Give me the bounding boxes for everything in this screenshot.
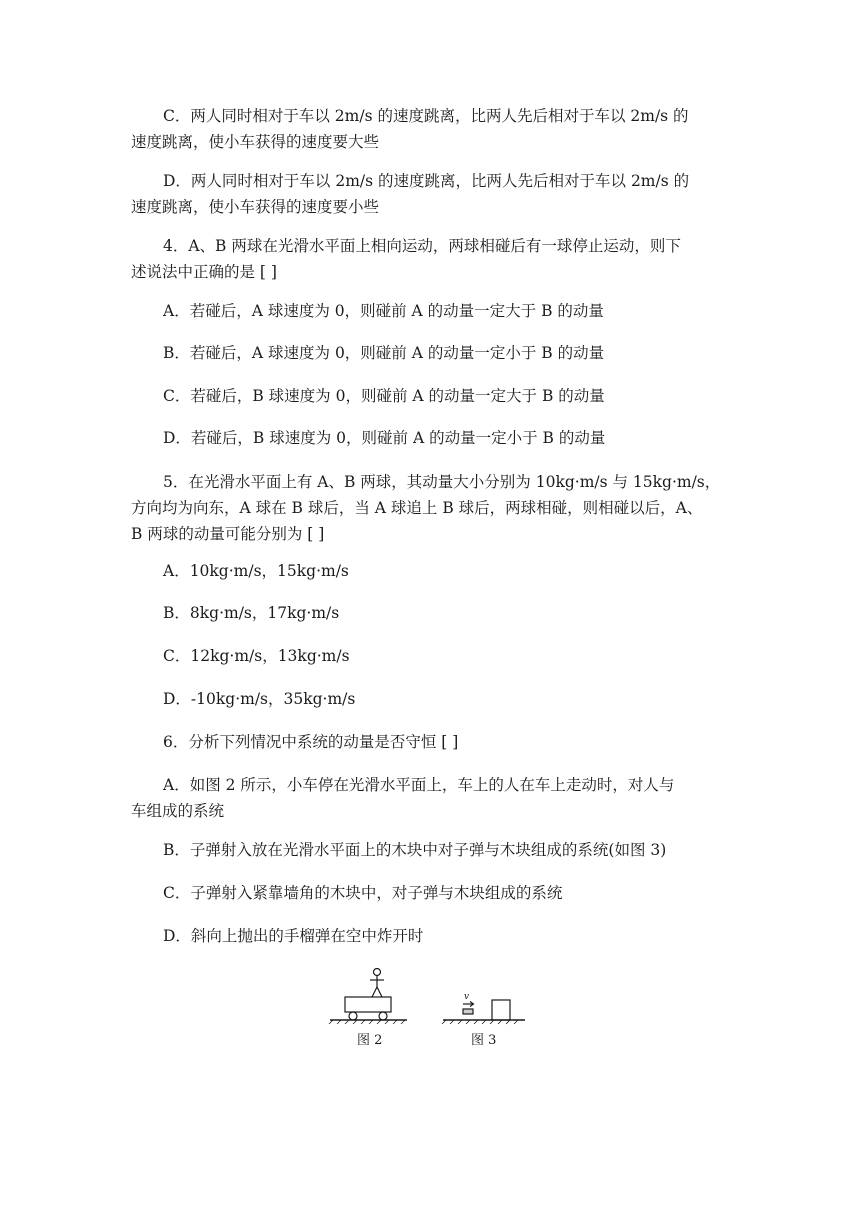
q5-option-a-text: A．10kg·m/s，15kg·m/s [163, 562, 349, 580]
q3-option-d-line1: D．两人同时相对于车以 2m/s 的速度跳离，比两人先后相对于车以 2m/s 的 [163, 172, 690, 190]
q5-stem-line3: B 两球的动量可能分别为 [ ] [131, 525, 325, 543]
person-head [374, 969, 381, 976]
q6-option-d-text: D．斜向上抛出的手榴弹在空中炸开时 [163, 927, 424, 945]
q3-option-c [131, 103, 731, 155]
q4-option-c [131, 383, 731, 409]
q5-option-b-text: B．8kg·m/s，17kg·m/s [163, 604, 340, 622]
q6-option-a-line1: A．如图 2 所示，小车停在光滑水平面上，车上的人在车上走动时，对人与 [163, 776, 675, 794]
q5-stem-line2: 方向均为向东，A 球在 B 球后，当 A 球追上 B 球后，两球相碰，则相碰以后，A、 [131, 499, 703, 517]
q3-option-c-line1: C．两人同时相对于车以 2m/s 的速度跳离，比两人先后相对于车以 2m/s 的 [163, 107, 689, 125]
q3-option-d [131, 168, 731, 220]
cart-wheel-right [379, 1012, 387, 1020]
bullet [463, 1009, 473, 1014]
q4-stem-line1: 4．A、B 两球在光滑水平面上相向运动，两球相碰后有一球停止运动，则下 [163, 237, 681, 255]
q4-stem [131, 233, 731, 285]
person-right-leg [377, 987, 382, 997]
q5-option-c [131, 643, 731, 669]
q5-option-b [131, 600, 731, 626]
q4-option-a-text: A．若碰后，A 球速度为 0，则碰前 A 的动量一定大于 B 的动量 [163, 302, 604, 320]
cart-body [345, 997, 391, 1012]
q6-option-b [131, 837, 731, 863]
q4-option-b [131, 340, 731, 366]
q6-option-a-line2: 车组成的系统 [131, 802, 225, 820]
wooden-block [492, 1000, 510, 1020]
q3-option-d-line2: 速度跳离，使小车获得的速度要小些 [131, 198, 380, 216]
q5-option-a [131, 558, 731, 584]
figure-3-velocity-label: v [464, 992, 470, 1002]
q4-option-c-text: C．若碰后，B 球速度为 0，则碰前 A 的动量一定大于 B 的动量 [163, 387, 605, 405]
q5-option-d-text: D．-10kg·m/s，35kg·m/s [163, 690, 356, 708]
q3-option-c-line2: 速度跳离，使小车获得的速度要大些 [131, 133, 380, 151]
q6-option-a [131, 772, 731, 824]
figure-3-bullet-block-diagram [442, 1000, 525, 1024]
q6-option-b-text: B．子弹射入放在光滑水平面上的木块中对子弹与木块组成的系统(如图 3) [163, 841, 667, 859]
q6-option-c-text: C．子弹射入紧靠墙角的木块中，对子弹与木块组成的系统 [163, 884, 563, 902]
q6-option-c [131, 880, 731, 906]
figures-svg [325, 968, 535, 1058]
q6-stem-text: 6．分析下列情况中系统的动量是否守恒 [ ] [163, 733, 459, 751]
q6-option-d [131, 923, 731, 949]
q4-option-d-text: D．若碰后，B 球速度为 0，则碰前 A 的动量一定小于 B 的动量 [163, 429, 606, 447]
q6-stem [131, 729, 731, 755]
q4-option-d [131, 425, 731, 451]
figures-2-3 [325, 968, 535, 1058]
figure-2-caption: 图 2 [357, 1033, 383, 1048]
person-left-leg [372, 987, 377, 997]
q5-stem [131, 469, 731, 547]
figure-2-cart-diagram [329, 969, 407, 1025]
q4-option-a [131, 298, 731, 324]
q4-stem-line2: 述说法中正确的是 [ ] [131, 263, 277, 281]
q4-option-b-text: B．若碰后，A 球速度为 0，则碰前 A 的动量一定小于 B 的动量 [163, 344, 605, 362]
q5-option-d [131, 686, 731, 712]
figure-3-caption: 图 3 [471, 1033, 497, 1048]
cart-wheel-left [349, 1012, 357, 1020]
q5-stem-line1: 5．在光滑水平面上有 A、B 两球，其动量大小分别为 10kg·m/s 与 15kg·m/s， [163, 473, 721, 491]
q5-option-c-text: C．12kg·m/s，13kg·m/s [163, 647, 350, 665]
